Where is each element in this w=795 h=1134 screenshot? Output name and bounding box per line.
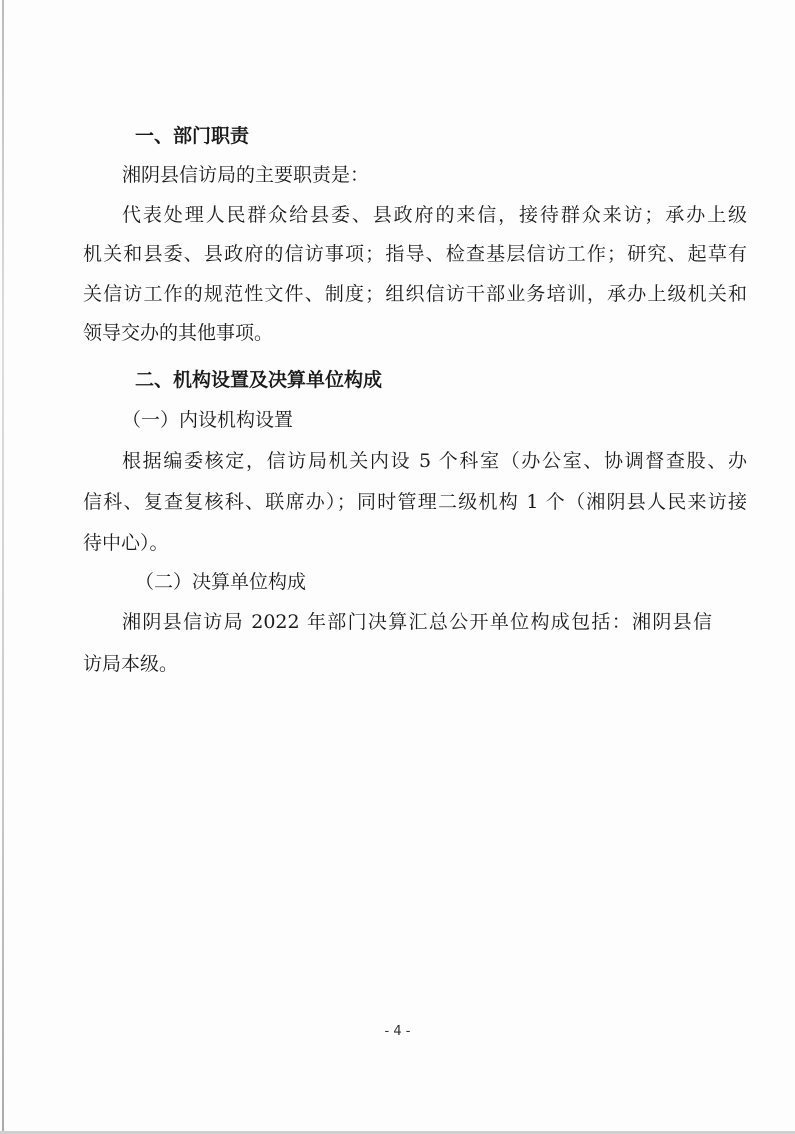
subsection-heading-internal: （一）内设机构设置 <box>122 409 294 431</box>
paragraph-line: 关信访工作的规范性文件、制度；组织信访干部业务培训，承办上级机关和 <box>83 283 747 305</box>
paragraph-line: 信科、复查复核科、联席办）；同时管理二级机构 1 个（湘阴县人民来访接 <box>83 491 747 513</box>
paragraph-line: 根据编委核定，信访局机关内设 5 个科室（办公室、协调督查股、办 <box>122 450 747 472</box>
section-heading-organization: 二、机构设置及决算单位构成 <box>135 369 383 391</box>
paragraph-line: 湘阴县信访局 2022 年部门决算汇总公开单位构成包括：湘阴县信 <box>122 611 712 633</box>
scan-edge-left <box>2 0 4 1134</box>
paragraph-line: 代表处理人民群众给县委、县政府的来信，接待群众来访；承办上级 <box>122 204 747 226</box>
page-number: - 4 - <box>384 1024 411 1039</box>
section-heading-responsibilities: 一、部门职责 <box>135 125 250 147</box>
paragraph-line: 领导交办的其他事项。 <box>83 322 274 344</box>
paragraph-line: 机关和县委、县政府的信访事项；指导、检查基层信访工作；研究、起草有 <box>83 243 747 265</box>
paragraph-line: 访局本级。 <box>83 653 179 675</box>
paragraph-intro: 湘阴县信访局的主要职责是： <box>122 164 370 186</box>
subsection-heading-units: （二）决算单位构成 <box>135 571 307 593</box>
paragraph-line: 待中心）。 <box>83 532 169 554</box>
